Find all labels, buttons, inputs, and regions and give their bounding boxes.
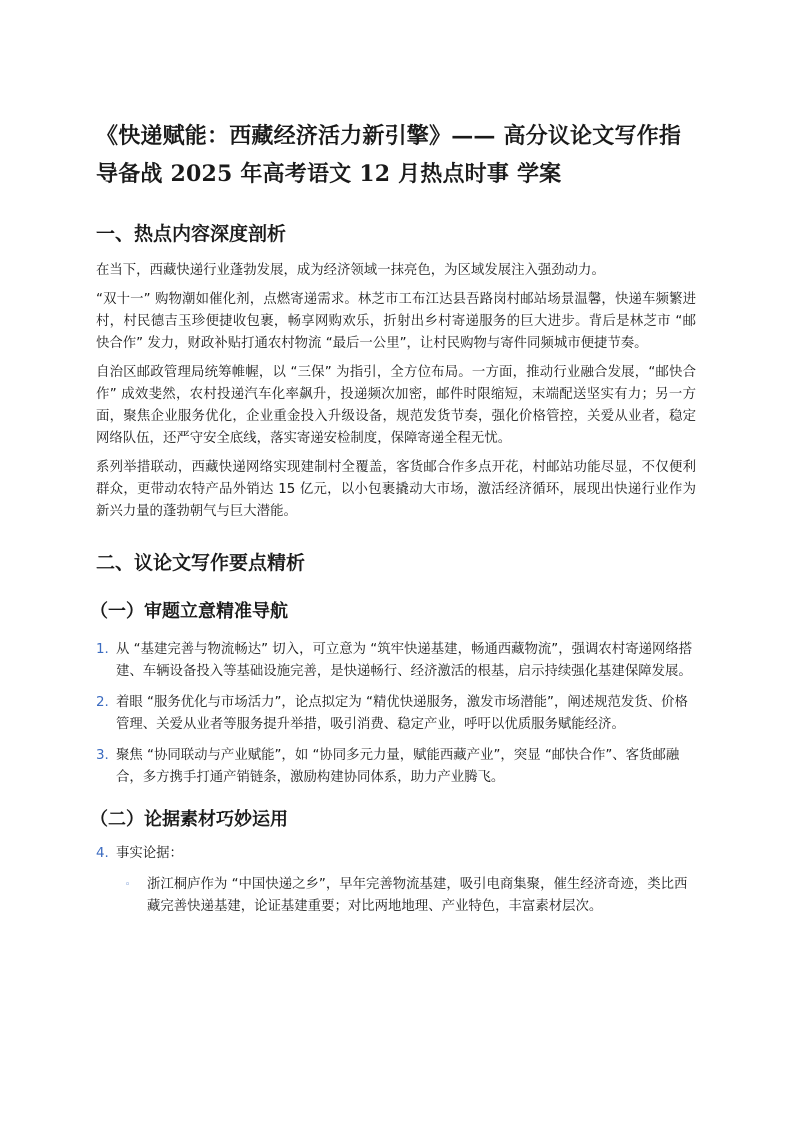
list-number: 2. xyxy=(96,695,109,710)
subsection-heading-1: （一）审题立意精准导航 xyxy=(90,601,288,622)
list-item xyxy=(96,745,696,789)
list-item xyxy=(96,874,696,918)
list-number: 3. xyxy=(96,748,109,763)
paragraph: 在当下，西藏快递行业蓬勃发展，成为经济领域一抹亮色，为区域发展注入强劲动力。 xyxy=(96,263,605,278)
section-heading-1: 一、热点内容深度剖析 xyxy=(96,223,287,245)
list-number: 4. xyxy=(96,846,109,861)
subsection-heading-2: （二）论据素材巧妙运用 xyxy=(90,809,288,830)
numbered-list xyxy=(96,639,696,789)
list-item xyxy=(96,692,696,736)
paragraph: 系列举措联动，西藏快递网络实现建制村全覆盖，客货邮合作多点开花，村邮站功能尽显，不仅便利群众，更带动农特产品外销达 15 亿元，以小包裹撬动大市场，激活经济循环，展现出快递行业作为新兴力量的蓬勃朝气与巨大潜能。 xyxy=(96,460,696,519)
paragraph: 自治区邮政管理局统筹帷幄，以 “三保” 为指引，全方位布局。一方面，推动行业融合发展，“邮快合作” 成效斐然，农村投递汽车化率飙升，投递频次加密，邮件时限缩短，末端配送坚实有力；另一方面，聚焦企业服务优化，企业重金投入升级设备，规范发货节奏，强化价格管控，关爱从业者，稳定网络队伍，还严守安全底线，落实寄递安检制度，保障寄递全程无忧。 xyxy=(96,365,696,446)
section-heading-2: 二、议论文写作要点精析 xyxy=(96,552,306,574)
list-item-text: 事实论据： xyxy=(116,846,183,861)
document-title: 《快递赋能：西藏经济活力新引擎》—— 高分议论文写作指导备战 2025 年高考语文 12 月热点时事 学案 xyxy=(96,123,682,187)
document-page xyxy=(90,117,696,918)
list-item-text: 聚焦 “协同联动与产业赋能”，如 “协同多元力量，赋能西藏产业”，突显 “邮快合作”、客货邮融合，多方携手打通产销链条，激励构建协同体系，助力产业腾飞。 xyxy=(116,748,680,785)
list-number: 1. xyxy=(96,642,109,657)
bullet-list xyxy=(96,874,696,918)
bullet-icon: ◦ xyxy=(125,880,131,890)
list-item-text: 着眼 “服务优化与市场活力”，论点拟定为 “精优快递服务，激发市场潜能”，阐述规范发货、价格管理、关爱从业者等服务提升举措，吸引消费、稳定产业，呼吁以优质服务赋能经济。 xyxy=(116,695,688,732)
list-item-text: 从 “基建完善与物流畅达” 切入，可立意为 “筑牢快递基建，畅通西藏物流”，强调农村寄递网络搭建、车辆设备投入等基础设施完善，是快递畅行、经济激活的根基，启示持续强化基建保障发展。 xyxy=(116,642,693,679)
list-item xyxy=(96,639,696,683)
paragraph: “双十一” 购物潮如催化剂，点燃寄递需求。林芝市工布江达县吾路岗村邮站场景温馨，快递车频繁进村，村民德吉玉珍便捷收包裹，畅享网购欢乐，折射出乡村寄递服务的巨大进步。背后是林芝市 “邮快合作” 发力，财政补贴打通农村物流 “最后一公里”，让村民购物与寄件同频城市便捷节奏。 xyxy=(96,292,696,351)
list-item xyxy=(96,843,696,865)
numbered-list xyxy=(96,843,696,865)
list-item-text: 浙江桐庐作为 “中国快递之乡”，早年完善物流基建，吸引电商集聚，催生经济奇迹，类比西藏完善快递基建，论证基建重要；对比两地地理、产业特色，丰富素材层次。 xyxy=(147,877,688,914)
